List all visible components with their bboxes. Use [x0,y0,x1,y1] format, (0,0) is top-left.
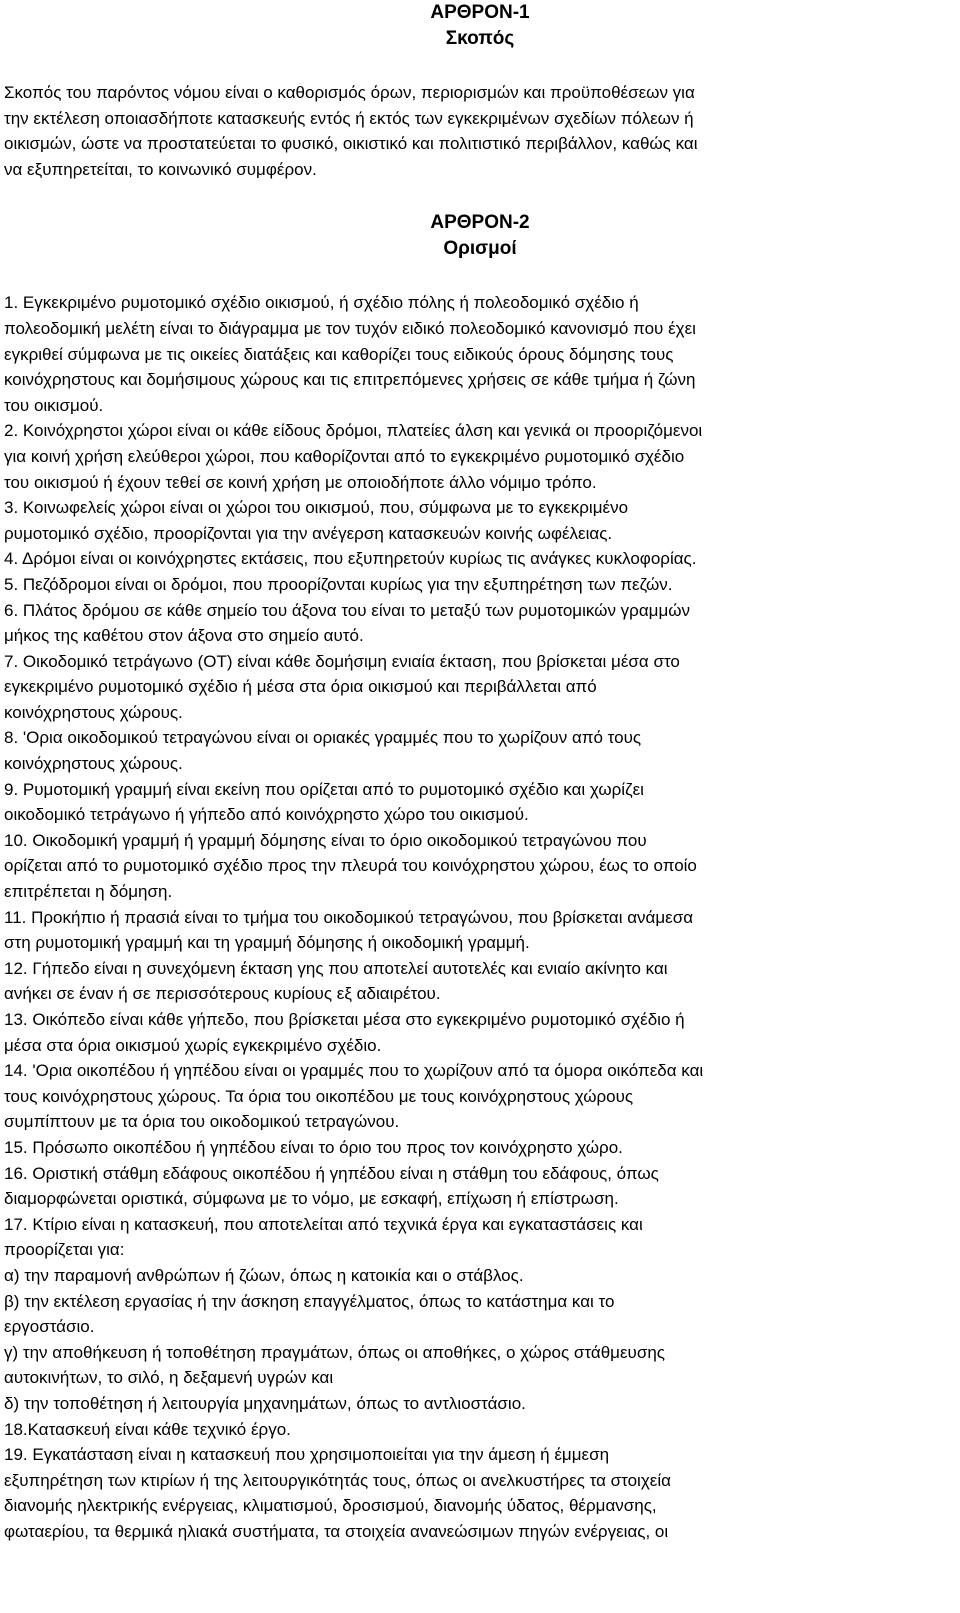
article-2-heading-block [0,210,960,262]
body-line: μέσα στα όρια οικισμού χωρίς εγκεκριμένο σχέδιο. [4,1035,382,1055]
body-line: 6. Πλάτος δρόμου σε κάθε σημείο του άξονα του είναι το μεταξύ των ρυμοτομικών γραμμών [4,600,691,620]
body-line: 8. 'Ορια οικοδομικού τετραγώνου είναι οι οριακές γραμμές που το χωρίζουν από τους [4,728,642,748]
body-line: 18.Κατασκευή είναι κάθε τεχνικό έργο. [4,1419,291,1439]
body-line: 17. Κτίριο είναι η κατασκευή, που αποτελείται από τεχνικά έργα και εγκαταστάσεις και [4,1214,643,1234]
body-line: 10. Οικοδομική γραμμή ή γραμμή δόμησης είναι το όριο οικοδομικού τετραγώνου που [4,830,647,850]
article-1-title: ΑΡΘΡΟΝ-1 [430,2,530,23]
body-line: κοινόχρηστους και δομήσιμους χώρους και τις επιτρεπόμενες χρήσεις σε κάθε τμήμα ή ζώνη [4,370,696,390]
body-line: διανομής ηλεκτρικής ενέργειας, κλιματισμού, δροσισμού, διανομής ύδατος, θέρμανσης, [4,1496,657,1516]
body-line: β) την εκτέλεση εργασίας ή την άσκηση επαγγέλματος, όπως το κατάστημα και το [4,1291,615,1311]
body-line: 12. Γήπεδο είναι η συνεχόμενη έκταση γης που αποτελεί αυτοτελές και ενιαίο ακίνητο και [4,958,668,978]
body-line: να εξυπηρετείται, το κοινωνικό συμφέρον. [4,159,317,179]
body-line: 4. Δρόμοι είναι οι κοινόχρηστες εκτάσεις, που εξυπηρετούν κυρίως τις ανάγκες κυκλοφορίας. [4,549,697,569]
body-line: διαμορφώνεται οριστικά, σύμφωνα με το νόμο, με εσκαφή, επίχωση ή επίστρωση. [4,1189,619,1209]
article-1-subtitle: Σκοπός [445,28,515,49]
body-line: επιτρέπεται η δόμηση. [4,882,173,902]
article-2-body [0,290,960,1544]
body-line: ρυμοτομικό σχέδιο, προορίζονται για την ανέγερση κατασκευών κοινής ωφέλειας. [4,523,613,543]
body-line: πολεοδομική μελέτη είναι το διάγραμμα με τον τυχόν ειδικό πολεοδομικό κανονισμό που έχει [4,318,696,338]
body-line: 11. Προκήπιο ή πρασιά είναι το τμήμα του οικοδομικού τετραγώνου, που βρίσκεται ανάμεσα [4,907,694,927]
body-line: οικοδομικό τετράγωνο ή γήπεδο από κοινόχρηστο χώρο του οικισμού. [4,805,529,825]
body-line: του οικισμού. [4,395,104,415]
body-line: συμπίπτουν με τα όρια του οικοδομικού τετραγώνου. [4,1112,400,1132]
body-line: κοινόχρηστους χώρους. [4,754,183,774]
article-1-body [0,80,960,182]
body-line: 9. Ρυμοτομική γραμμή είναι εκείνη που ορίζεται από το ρυμοτομικό σχέδιο και χωρίζει [4,779,644,799]
body-line: Σκοπός του παρόντος νόμου είναι ο καθορισμός όρων, περιορισμών και προϋποθέσεων για [4,83,695,102]
article-1-heading-block [0,0,960,52]
body-line: την εκτέλεση οποιασδήποτε κατασκευής εντός ή εκτός των εγκεκριμένων σχεδίων πόλεων ή [4,108,694,128]
body-line: δ) την τοποθέτηση ή λειτουργία μηχανημάτων, όπως το αντλιοστάσιο. [4,1393,526,1413]
body-line: 2. Κοινόχρηστοι χώροι είναι οι κάθε είδους δρόμοι, πλατείες άλση και γενικά οι προοριζόμενοι [4,421,703,441]
body-line: εξυπηρέτηση των κτιρίων ή της λειτουργικότητάς τους, όπως οι ανελκυστήρες τα στοιχεία [4,1470,671,1490]
body-line: 5. Πεζόδρομοι είναι οι δρόμοι, που προορίζονται κυρίως για την εξυπηρέτηση των πεζών. [4,574,673,594]
body-line: 15. Πρόσωπο οικοπέδου ή γηπέδου είναι το όριο του προς τον κοινόχρηστο χώρο. [4,1137,623,1157]
body-line: 19. Εγκατάσταση είναι η κατασκευή που χρησιμοποιείται για την άμεση ή έμμεση [4,1445,610,1465]
body-line: οικισμών, ώστε να προστατεύεται το φυσικό, οικιστικό και πολιτιστικό περιβάλλον, καθώς και [4,134,698,154]
body-line: 1. Εγκεκριμένο ρυμοτομικό σχέδιο οικισμού, ή σχέδιο πόλης ή πολεοδομικό σχέδιο ή [4,293,639,313]
body-line: μήκος της καθέτου στον άξονα στο σημείο αυτό. [4,626,364,646]
body-line: 7. Οικοδομικό τετράγωνο (ΟΤ) είναι κάθε δομήσιμη ενιαία έκταση, που βρίσκεται μέσα στο [4,651,680,671]
article-2-title: ΑΡΘΡΟΝ-2 [430,212,530,234]
body-line: για κοινή χρήση ελεύθεροι χώροι, που καθορίζονται από το εγκεκριμένο ρυμοτομικό σχέδιο [4,446,685,466]
body-line: τους κοινόχρηστους χώρους. Τα όρια του οικοπέδου με τους κοινόχρηστους χώρους [4,1086,634,1106]
body-line: α) την παραμονή ανθρώπων ή ζώων, όπως η κατοικία και ο στάβλος. [4,1265,524,1285]
body-line: 13. Οικόπεδο είναι κάθε γήπεδο, που βρίσκεται μέσα στο εγκεκριμένο ρυμοτομικό σχέδιο ή [4,1010,685,1029]
body-line: κοινόχρηστους χώρους. [4,702,183,722]
body-line: εγκεκριμένο ρυμοτομικό σχέδιο ή μέσα στα όρια οικισμού και περιβάλλεται από [4,677,597,697]
body-line: ορίζεται από το ρυμοτομικό σχέδιο προς την πλευρά του κοινόχρηστου χώρου, έως το οποίο [4,856,697,876]
body-line: του οικισμού ή έχουν τεθεί σε κοινή χρήση με οποιοδήποτε άλλο νόμιμο τρόπο. [4,472,597,492]
body-line: ανήκει σε έναν ή σε περισσότερους κυρίους εξ αδιαιρέτου. [4,984,441,1004]
body-line: 14. 'Ορια οικοπέδου ή γηπέδου είναι οι γραμμές που το χωρίζουν από τα όμορα οικόπεδα και [4,1061,704,1081]
body-line: 3. Κοινωφελείς χώροι είναι οι χώροι του οικισμού, που, σύμφωνα με το εγκεκριμένο [4,498,629,518]
body-line: 16. Οριστική στάθμη εδάφους οικοπέδου ή γηπέδου είναι η στάθμη του εδάφους, όπως [4,1163,659,1183]
article-2-subtitle: Ορισμοί [443,238,517,260]
body-line: γ) την αποθήκευση ή τοποθέτηση πραγμάτων, όπως οι αποθήκες, ο χώρος στάθμευσης [4,1342,665,1362]
body-line: αυτοκινήτων, το σιλό, η δεξαμενή υγρών και [4,1368,334,1388]
body-line: στη ρυμοτομική γραμμή και τη γραμμή δόμησης ή οικοδομική γραμμή. [4,933,530,953]
body-line: εργοστάσιο. [4,1317,95,1337]
body-line: προορίζεται για: [4,1240,125,1260]
body-line: εγκριθεί σύμφωνα με τις οικείες διατάξεις και καθορίζει τους ειδικούς όρους δόμησης τους [4,344,674,364]
body-line: φωταερίου, τα θερμικά ηλιακά συστήματα, τα στοιχεία ανανεώσιμων πηγών ενέργειας, οι [4,1521,669,1541]
